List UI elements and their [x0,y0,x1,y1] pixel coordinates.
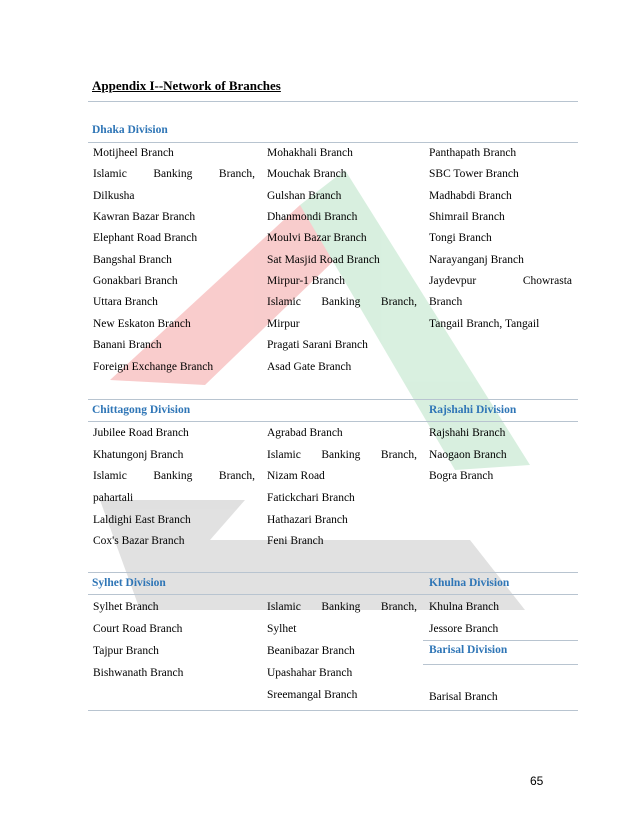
list-item: Jubilee Road Branch [93,427,189,439]
list-item: Dilkusha [93,190,135,202]
word: Islamic [267,601,301,613]
word: Banking [153,168,193,180]
list-item: Sat Masjid Road Branch [267,254,380,266]
word: Islamic [93,470,127,482]
list-item: Rajshahi Branch [429,427,506,439]
list-item: Panthapath Branch [429,147,517,159]
word: Banking [321,601,361,613]
list-item [93,167,255,181]
list-item: Beanibazar Branch [267,645,355,657]
list-item: Naogaon Branch [429,449,507,461]
word: Banking [321,296,361,308]
list-item: Mohakhali Branch [267,147,353,159]
list-item [267,295,417,309]
list-item: Cox's Bazar Branch [93,535,185,547]
chittagong-divider [88,421,578,422]
list-item: Agrabad Branch [267,427,343,439]
list-item: Khulna Branch [429,601,499,613]
list-item: Motijheel Branch [93,147,174,159]
word: Chowrasta [522,275,572,287]
list-item: Branch [429,296,463,308]
list-item: Asad Gate Branch [267,361,352,373]
list-item [267,600,417,614]
list-item: Bogra Branch [429,470,494,482]
list-item: Bishwanath Branch [93,667,184,679]
list-item: Khatungonj Branch [93,449,184,461]
list-item: Uttara Branch [93,296,158,308]
chittagong-division-heading: Chittagong Division [92,404,191,416]
page-number: 65 [530,774,544,788]
justified-text [93,167,255,181]
chittagong-top-divider [88,399,578,400]
word: Branch, [380,601,417,613]
list-item: Tangail Branch, Tangail [429,318,540,330]
list-item: Mouchak Branch [267,168,347,180]
list-item: Madhabdi Branch [429,190,512,202]
list-item: Moulvi Bazar Branch [267,232,367,244]
dhaka-division-heading: Dhaka Division [92,124,168,136]
justified-text [93,469,255,483]
sylhet-divider [88,594,578,595]
list-item [429,274,572,288]
word: Islamic [267,296,301,308]
word: Branch, [218,470,255,482]
list-item: pahartali [93,492,134,504]
list-item: Mirpur [267,318,300,330]
list-item: Foreign Exchange Branch [93,361,214,373]
list-item: SBC Tower Branch [429,168,519,180]
table-bottom-divider [88,710,578,711]
justified-text [267,448,417,462]
word: Islamic [93,168,127,180]
list-item: Court Road Branch [93,623,183,635]
word: Branch, [380,449,417,461]
list-item [267,448,417,462]
list-item: Tongi Branch [429,232,492,244]
list-item: Feni Branch [267,535,324,547]
sylhet-division-heading: Sylhet Division [92,577,166,589]
list-item: Shimrail Branch [429,211,505,223]
list-item: Gulshan Branch [267,190,342,202]
word: Banking [153,470,193,482]
justified-text [267,600,417,614]
dhaka-divider [88,142,578,143]
page-title: Appendix I--Network of Branches [92,78,281,93]
list-item: Dhanmondi Branch [267,211,358,223]
rajshahi-division-heading: Rajshahi Division [429,404,517,416]
list-item: Sylhet Branch [93,601,159,613]
sylhet-top-divider [88,572,578,573]
barisal-division-heading: Barisal Division [429,644,508,656]
list-item: Barisal Branch [429,691,498,703]
word: Branch, [380,296,417,308]
word: Jaydevpur [429,275,477,287]
list-item: Kawran Bazar Branch [93,211,196,223]
word: Branch, [218,168,255,180]
list-item: Pragati Sarani Branch [267,339,368,351]
list-item: Jessore Branch [429,623,499,635]
list-item: Nizam Road [267,470,325,482]
khulna-division-heading: Khulna Division [429,577,510,589]
list-item: Narayanganj Branch [429,254,524,266]
word: Islamic [267,449,301,461]
title-divider [88,101,578,102]
word: Banking [321,449,361,461]
list-item: Elephant Road Branch [93,232,198,244]
barisal-divider [423,664,578,665]
list-item: Mirpur-1 Branch [267,275,346,287]
justified-text [429,274,572,288]
list-item: Sreemangal Branch [267,689,358,701]
list-item: Sylhet [267,623,297,635]
list-item: Fatickchari Branch [267,492,355,504]
list-item: Bangshal Branch [93,254,172,266]
list-item: Tajpur Branch [93,645,159,657]
justified-text [267,295,417,309]
list-item: Hathazari Branch [267,514,348,526]
list-item: Laldighi East Branch [93,514,191,526]
list-item: Upashahar Branch [267,667,353,679]
barisal-top-divider [423,640,578,641]
list-item: New Eskaton Branch [93,318,191,330]
list-item: Banani Branch [93,339,162,351]
list-item: Gonakbari Branch [93,275,178,287]
list-item [93,469,255,483]
